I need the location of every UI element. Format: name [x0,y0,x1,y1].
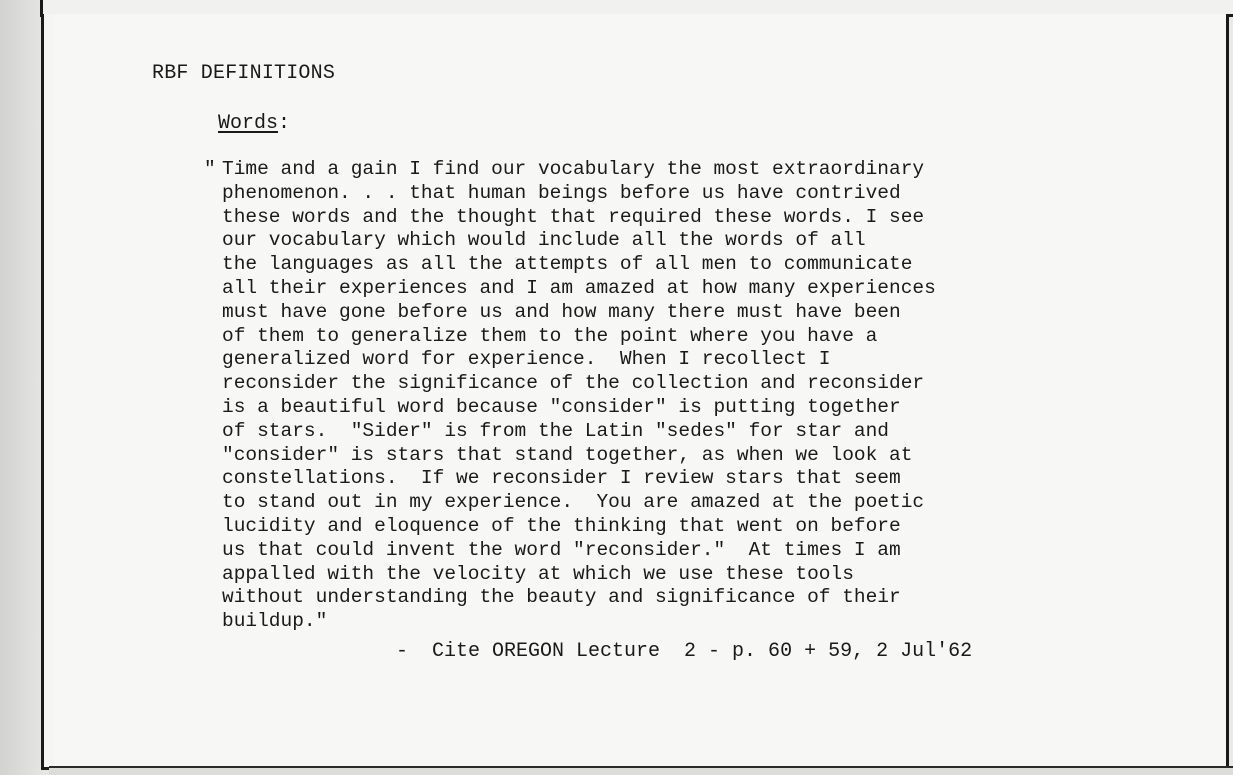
quote-line: the languages as all the attempts of all men to communicate [222,253,913,276]
quote-line: these words and the thought that required these words. I see [222,205,925,228]
quote-line: all their experiences and I am amazed at how many experiences [222,276,936,299]
quote-line: to stand out in my experience. You are amazed at the poetic [222,491,925,514]
card-heading: RBF DEFINITIONS [152,62,336,85]
quote-line: of them to generalize them to the point where you have a [222,324,878,347]
quote-line: " Time and a gain I find our vocabulary the most extraordinary [204,158,925,180]
quote-line: us that could invent the word "reconsider." At times I am [222,538,901,561]
quote-line: appalled with the velocity at which we use these tools [222,562,854,585]
quote-line: buildup." [222,610,328,633]
quote-line: "consider" is stars that stand together, as when we look at [222,443,913,466]
quote-line: is a beautiful word because "consider" is putting together [222,395,901,418]
citation: - Cite OREGON Lecture 2 - p. 60 + 59, 2 Jul'62 [396,640,973,663]
definition-quote [204,158,936,634]
quote-line: lucidity and eloquence of the thinking that went on before [222,514,901,537]
quote-line: reconsider the significance of the collection and reconsider [222,372,925,395]
quote-line: phenomenon. . . that human beings before us have contrived [222,181,901,204]
next-card-edge [49,766,1233,775]
term-heading [218,112,290,135]
quote-line: must have gone before us and how many there must have been [222,300,901,323]
quote-line: generalized word for experience. When I recollect I [222,348,831,371]
quote-line: without understanding the beauty and significance of their [222,586,901,609]
quote-line: constellations. If we reconsider I review stars that seem [222,467,901,490]
term-colon: : [278,112,291,135]
quote-line: our vocabulary which would include all the words of all [222,229,866,252]
quote-line: of stars. "Sider" is from the Latin "sedes" for star and [222,419,890,442]
opening-quote-mark: " [204,158,216,180]
term-word: Words [218,112,279,135]
